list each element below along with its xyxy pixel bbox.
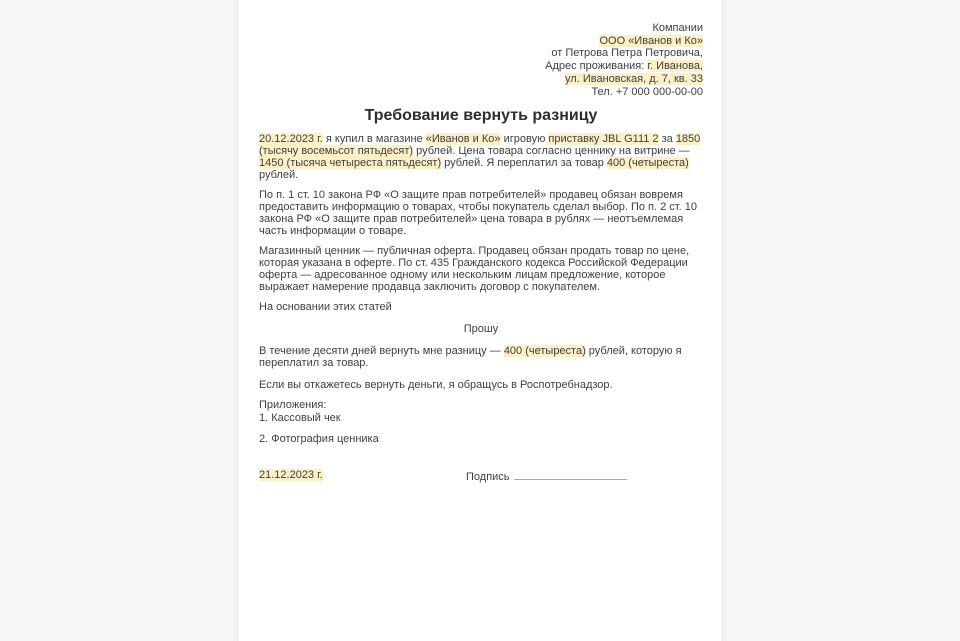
- request-heading: [259, 323, 703, 335]
- text-segment: Прошу: [463, 323, 499, 336]
- paragraph-demand: [259, 345, 703, 369]
- paragraph-law-10: [259, 189, 703, 237]
- attachment-2: [259, 433, 703, 445]
- signature-label: Подпись: [466, 471, 510, 484]
- signature-block: [466, 469, 627, 483]
- text-segment: Приложения:: [259, 399, 327, 412]
- text-segment: В течение десяти дней вернуть мне разницу —: [259, 345, 504, 358]
- highlighted-segment: 1850 (тысячу восемьсот пятьдесят): [259, 133, 701, 158]
- header-line: [259, 22, 703, 35]
- document-title: Требование вернуть разницу: [364, 107, 598, 125]
- text-segment: игровую: [500, 133, 549, 146]
- highlighted-segment: ООО «Иванов и Ко»: [599, 34, 703, 47]
- text-segment: Магазинный ценник — публичная оферта. Продавец обязан продать товар по цене, которая указана в оферте. По ст. 435 Гражданского кодекса Российской Федерации оферта — адресованное одному или нескольким лицам предложение, которое выражает намерение продавца заключить договор с покупателем.: [259, 245, 690, 294]
- signature-line: [514, 469, 627, 480]
- highlighted-segment: «Иванов и Ко»: [425, 133, 501, 146]
- text-segment: рублей, которую я переплатил за товар.: [259, 345, 682, 370]
- attachments-heading: [259, 399, 703, 411]
- text-segment: По п. 1 ст. 10 закона РФ «О защите прав потребителей» продавец обязан вовремя предоставить информацию о товарах, чтобы покупатель сделал выбор. По п. 2 ст. 10 закона РФ «О защите прав потребителей» цена товара в рублях — неотъемлемая часть информации о товаре.: [259, 189, 697, 238]
- footer-row: [259, 469, 703, 483]
- recipient-header: [259, 22, 703, 98]
- highlighted-segment: ул. Ивановская, д. 7, кв. 33: [565, 72, 703, 85]
- text-segment: На основании этих статей: [259, 301, 392, 314]
- document-page: [237, 0, 723, 641]
- text-segment: Тел. +7 000 000-00-00: [591, 85, 703, 98]
- header-line: [259, 86, 703, 99]
- header-line: [259, 73, 703, 86]
- header-line: [259, 47, 703, 60]
- text-segment: Компании: [652, 22, 703, 34]
- highlighted-segment: 1450 (тысяча четыреста пятьдесят): [259, 157, 442, 170]
- highlighted-segment: 400 (четыреста): [606, 157, 689, 170]
- text-segment: 1. Кассовый чек: [259, 412, 341, 425]
- text-segment: я купил в магазине: [322, 133, 426, 146]
- paragraph-warning: [259, 379, 703, 391]
- text-segment: от Петрова Петра Петровича,: [551, 47, 703, 60]
- highlighted-segment: приставку JBL G111 2: [548, 133, 659, 146]
- text-segment: Если вы откажетесь вернуть деньги, я обращусь в Роспотребнадзор.: [259, 379, 613, 392]
- paragraph-offer: [259, 245, 703, 293]
- highlighted-segment: 400 (четыреста): [503, 345, 586, 358]
- highlighted-segment: 20.12.2023 г.: [259, 133, 323, 146]
- text-segment: 2. Фотография ценника: [259, 433, 379, 446]
- text-segment: рублей. Я переплатил за товар: [441, 157, 607, 170]
- header-line: [259, 60, 703, 73]
- paragraph-purchase: [259, 133, 703, 181]
- text-segment: рублей. Цена товара согласно ценнику на витрине —: [413, 145, 690, 158]
- text-segment: за: [658, 133, 676, 146]
- text-segment: рублей.: [259, 169, 299, 182]
- highlighted-segment: г. Иванова,: [647, 60, 703, 73]
- attachment-1: [259, 412, 703, 424]
- document-date: 21.12.2023 г.: [259, 469, 323, 482]
- document-content: [259, 22, 703, 483]
- document-body: [259, 133, 703, 445]
- header-line: [259, 35, 703, 48]
- paragraph-basis: [259, 301, 703, 313]
- text-segment: Адрес проживания:: [545, 60, 648, 73]
